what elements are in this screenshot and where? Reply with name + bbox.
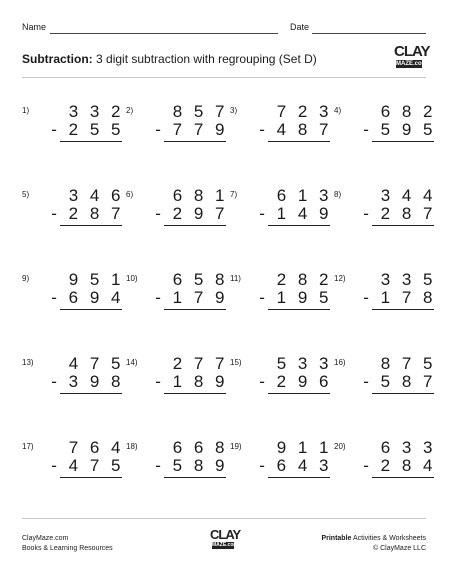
minuend: 6 1 3 (276, 186, 332, 205)
minuend: 3 3 5 (380, 270, 436, 289)
problem-2 (126, 102, 230, 166)
problem-12 (334, 270, 438, 334)
subtrahend: - 2 5 5 (51, 120, 124, 139)
problem-16 (334, 354, 438, 418)
problem-14 (126, 354, 230, 418)
problem-11 (230, 270, 334, 334)
problem-number: 16) (334, 358, 346, 367)
subtrahend: - 1 7 8 (363, 288, 436, 307)
problem-number: 6) (126, 190, 134, 199)
answer-line (60, 393, 122, 394)
subtrahend: - 6 9 4 (51, 288, 124, 307)
footer-logo (210, 527, 241, 554)
minuend: 7 2 3 (276, 102, 332, 121)
logo-top-text: CLAY (394, 43, 430, 60)
problem-19 (230, 438, 334, 502)
problem-17 (22, 438, 126, 502)
subtrahend: - 1 4 9 (259, 204, 332, 223)
minuend: 9 5 1 (68, 270, 124, 289)
problem-10 (126, 270, 230, 334)
footer-printable-rest: Activities & Worksheets (352, 535, 426, 542)
footer-logo-top: CLAY (210, 527, 241, 542)
minuend: 2 7 7 (172, 354, 228, 373)
answer-line (372, 141, 434, 142)
minuend: 8 7 5 (380, 354, 436, 373)
problem-5 (22, 186, 126, 250)
logo-bottom-text: MAZE.com (396, 61, 428, 67)
subtrahend: - 1 9 5 (259, 288, 332, 307)
answer-line (164, 225, 226, 226)
answer-line (164, 309, 226, 310)
footer-printable-bold: Printable (321, 535, 352, 542)
answer-line (268, 477, 330, 478)
problem-number: 9) (22, 274, 30, 283)
subtrahend: - 7 7 9 (155, 120, 228, 139)
minuend: 8 5 7 (172, 102, 228, 121)
answer-line (268, 393, 330, 394)
problem-6 (126, 186, 230, 250)
subtrahend: - 6 4 3 (259, 456, 332, 475)
minuend: 2 8 2 (276, 270, 332, 289)
footer-printable (321, 534, 426, 544)
footer-tagline: Books & Learning Resources (22, 545, 113, 552)
problem-number: 12) (334, 274, 346, 283)
minuend: 6 3 3 (380, 438, 436, 457)
footer-logo-bottom: MAZE.com (212, 542, 238, 548)
problem-number: 1) (22, 106, 30, 115)
subtrahend: - 1 8 9 (155, 372, 228, 391)
answer-line (268, 309, 330, 310)
subtrahend: - 2 8 7 (363, 204, 436, 223)
subtrahend: - 2 9 6 (259, 372, 332, 391)
problem-number: 15) (230, 358, 242, 367)
footer-left (22, 534, 113, 554)
subtrahend: - 4 7 5 (51, 456, 124, 475)
minuend: 6 6 8 (172, 438, 228, 457)
problem-20 (334, 438, 438, 502)
answer-line (60, 477, 122, 478)
subtrahend: - 5 9 5 (363, 120, 436, 139)
date-line[interactable] (312, 33, 426, 34)
problem-number: 11) (230, 274, 241, 283)
subtrahend: - 2 9 7 (155, 204, 228, 223)
problem-number: 7) (230, 190, 238, 199)
problem-number: 2) (126, 106, 134, 115)
problem-number: 10) (126, 274, 138, 283)
answer-line (372, 477, 434, 478)
problem-1 (22, 102, 126, 166)
problem-number: 19) (230, 442, 242, 451)
problem-9 (22, 270, 126, 334)
subtrahend: - 1 7 9 (155, 288, 228, 307)
subtrahend: - 2 8 7 (51, 204, 124, 223)
footer-copyright: © ClayMaze LLC (372, 545, 426, 552)
title-rest: 3 digit subtraction with regrouping (Set D) (96, 52, 317, 66)
problem-number: 13) (22, 358, 34, 367)
minuend: 3 3 2 (68, 102, 124, 121)
footer-right (321, 534, 426, 554)
problem-number: 17) (22, 442, 34, 451)
subtrahend: - 5 8 9 (155, 456, 228, 475)
problem-number: 3) (230, 106, 238, 115)
footer-site: ClayMaze.com (22, 535, 69, 542)
minuend: 6 8 1 (172, 186, 228, 205)
answer-line (372, 309, 434, 310)
problem-18 (126, 438, 230, 502)
answer-line (268, 141, 330, 142)
problem-number: 8) (334, 190, 342, 199)
problem-4 (334, 102, 438, 166)
answer-line (164, 393, 226, 394)
name-date-row (22, 22, 426, 36)
footer-divider (22, 518, 426, 519)
answer-line (60, 141, 122, 142)
title-bold: Subtraction: (22, 52, 93, 66)
answer-line (60, 309, 122, 310)
problem-number: 18) (126, 442, 138, 451)
date-label: Date (290, 22, 310, 32)
problem-8 (334, 186, 438, 250)
answer-line (372, 393, 434, 394)
name-line[interactable] (50, 33, 278, 34)
answer-line (372, 225, 434, 226)
problem-number: 5) (22, 190, 30, 199)
problem-13 (22, 354, 126, 418)
minuend: 6 5 8 (172, 270, 228, 289)
minuend: 9 1 1 (276, 438, 332, 457)
answer-line (60, 225, 122, 226)
minuend: 3 4 4 (380, 186, 436, 205)
subtrahend: - 5 8 7 (363, 372, 436, 391)
subtrahend: - 3 9 8 (51, 372, 124, 391)
worksheet-title (22, 52, 352, 66)
answer-line (164, 477, 226, 478)
minuend: 4 7 5 (68, 354, 124, 373)
subtrahend: - 4 8 7 (259, 120, 332, 139)
claymaze-logo (394, 43, 430, 74)
problem-15 (230, 354, 334, 418)
problem-3 (230, 102, 334, 166)
problem-number: 20) (334, 442, 346, 451)
problem-7 (230, 186, 334, 250)
answer-line (268, 225, 330, 226)
minuend: 6 8 2 (380, 102, 436, 121)
problem-number: 4) (334, 106, 342, 115)
subtrahend: - 2 8 4 (363, 456, 436, 475)
answer-line (164, 141, 226, 142)
minuend: 3 4 6 (68, 186, 124, 205)
name-label: Name (22, 22, 47, 32)
minuend: 5 3 3 (276, 354, 332, 373)
header-divider (22, 77, 426, 78)
problem-number: 14) (126, 358, 138, 367)
minuend: 7 6 4 (68, 438, 124, 457)
